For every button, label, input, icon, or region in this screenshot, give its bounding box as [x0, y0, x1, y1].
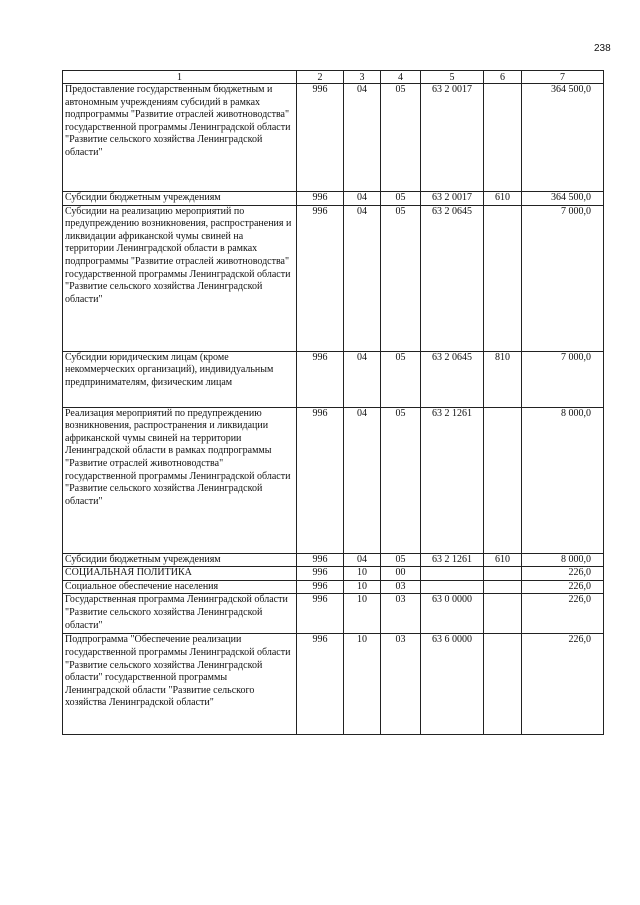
- row-grbs: 996: [297, 594, 344, 634]
- row-expense-type: [484, 580, 522, 594]
- row-amount: 226,0: [522, 580, 604, 594]
- row-amount: 7 000,0: [522, 205, 604, 351]
- table-row: [63, 205, 604, 351]
- table-row: [63, 192, 604, 206]
- row-subsection: 03: [381, 634, 421, 735]
- column-header: 1: [63, 71, 297, 84]
- column-header: 6: [484, 71, 522, 84]
- row-target-code: 63 2 0017: [421, 84, 484, 192]
- row-target-code: 63 2 0017: [421, 192, 484, 206]
- row-expense-type: [484, 594, 522, 634]
- row-name: Субсидии бюджетным учреждениям: [63, 192, 297, 206]
- row-subsection: 05: [381, 407, 421, 553]
- row-subsection: 03: [381, 594, 421, 634]
- row-grbs: 996: [297, 84, 344, 192]
- row-name: СОЦИАЛЬНАЯ ПОЛИТИКА: [63, 567, 297, 581]
- row-grbs: 996: [297, 567, 344, 581]
- table-row: [63, 84, 604, 192]
- row-section: 10: [344, 580, 381, 594]
- row-amount: 8 000,0: [522, 553, 604, 567]
- row-section: 04: [344, 407, 381, 553]
- row-grbs: 996: [297, 580, 344, 594]
- row-section: 04: [344, 84, 381, 192]
- row-section: 04: [344, 192, 381, 206]
- header-row: [63, 71, 604, 84]
- row-expense-type: 610: [484, 192, 522, 206]
- row-section: 04: [344, 205, 381, 351]
- row-target-code: 63 2 1261: [421, 553, 484, 567]
- row-name: Субсидии бюджетным учреждениям: [63, 553, 297, 567]
- row-target-code: [421, 567, 484, 581]
- row-grbs: 996: [297, 553, 344, 567]
- row-name: Предоставление государственным бюджетным и автономным учреждениям субсидий в рамках подпрограммы "Развитие отраслей животноводства" государственной программы Ленинградской области "Развитие сельского хозяйства Ленинградской области": [63, 84, 297, 192]
- row-grbs: 996: [297, 192, 344, 206]
- row-subsection: 05: [381, 553, 421, 567]
- row-name: Государственная программа Ленинградской области "Развитие сельского хозяйства Ленинградской области": [63, 594, 297, 634]
- row-expense-type: [484, 407, 522, 553]
- row-expense-type: [484, 205, 522, 351]
- row-amount: 226,0: [522, 634, 604, 735]
- column-header: 5: [421, 71, 484, 84]
- row-section: 10: [344, 594, 381, 634]
- column-header: 3: [344, 71, 381, 84]
- table-row: [63, 553, 604, 567]
- table-row: [63, 407, 604, 553]
- row-target-code: 63 6 0000: [421, 634, 484, 735]
- row-name: Подпрограмма "Обеспечение реализации государственной программы Ленинградской области "Развитие сельского хозяйства Ленинградской области" государственной программы Ленинградской области "Развитие сельского хозяйства Ленинградской области": [63, 634, 297, 735]
- row-expense-type: [484, 634, 522, 735]
- table-row: [63, 580, 604, 594]
- column-header: 2: [297, 71, 344, 84]
- row-subsection: 03: [381, 580, 421, 594]
- row-target-code: 63 2 0645: [421, 205, 484, 351]
- row-grbs: 996: [297, 351, 344, 407]
- row-target-code: 63 2 0645: [421, 351, 484, 407]
- row-amount: 364 500,0: [522, 84, 604, 192]
- row-target-code: 63 0 0000: [421, 594, 484, 634]
- row-expense-type: [484, 567, 522, 581]
- row-section: 10: [344, 567, 381, 581]
- column-header: 4: [381, 71, 421, 84]
- table-row: [63, 567, 604, 581]
- row-target-code: 63 2 1261: [421, 407, 484, 553]
- row-grbs: 996: [297, 205, 344, 351]
- table-row: [63, 351, 604, 407]
- row-expense-type: 810: [484, 351, 522, 407]
- row-name: Социальное обеспечение населения: [63, 580, 297, 594]
- row-grbs: 996: [297, 634, 344, 735]
- row-subsection: 05: [381, 84, 421, 192]
- table-row: [63, 594, 604, 634]
- row-section: 04: [344, 351, 381, 407]
- row-section: 04: [344, 553, 381, 567]
- row-section: 10: [344, 634, 381, 735]
- row-amount: 8 000,0: [522, 407, 604, 553]
- budget-table: [62, 70, 604, 735]
- row-subsection: 05: [381, 192, 421, 206]
- row-expense-type: 610: [484, 553, 522, 567]
- row-subsection: 05: [381, 351, 421, 407]
- row-name: Субсидии юридическим лицам (кроме некоммерческих организаций), индивидуальным предпринимателям, физическим лицам: [63, 351, 297, 407]
- row-amount: 364 500,0: [522, 192, 604, 206]
- row-amount: 226,0: [522, 594, 604, 634]
- row-amount: 7 000,0: [522, 351, 604, 407]
- row-amount: 226,0: [522, 567, 604, 581]
- page-number: 238: [594, 43, 611, 54]
- row-grbs: 996: [297, 407, 344, 553]
- table-row: [63, 634, 604, 735]
- row-subsection: 00: [381, 567, 421, 581]
- column-header: 7: [522, 71, 604, 84]
- row-name: Субсидии на реализацию мероприятий по предупреждению возникновения, распространения и ликвидации африканской чумы свиней на территории Ленинградской области в рамках подпрограммы "Развитие отраслей животноводства" государственной программы Ленинградской области "Развитие сельского хозяйства Ленинградской области": [63, 205, 297, 351]
- row-name: Реализация мероприятий по предупреждению возникновения, распространения и ликвидации африканской чумы свиней на территории Ленинградской области в рамках подпрограммы "Развитие отраслей животноводства" государственной программы Ленинградской области "Развитие сельского хозяйства Ленинградской области": [63, 407, 297, 553]
- row-expense-type: [484, 84, 522, 192]
- row-target-code: [421, 580, 484, 594]
- row-subsection: 05: [381, 205, 421, 351]
